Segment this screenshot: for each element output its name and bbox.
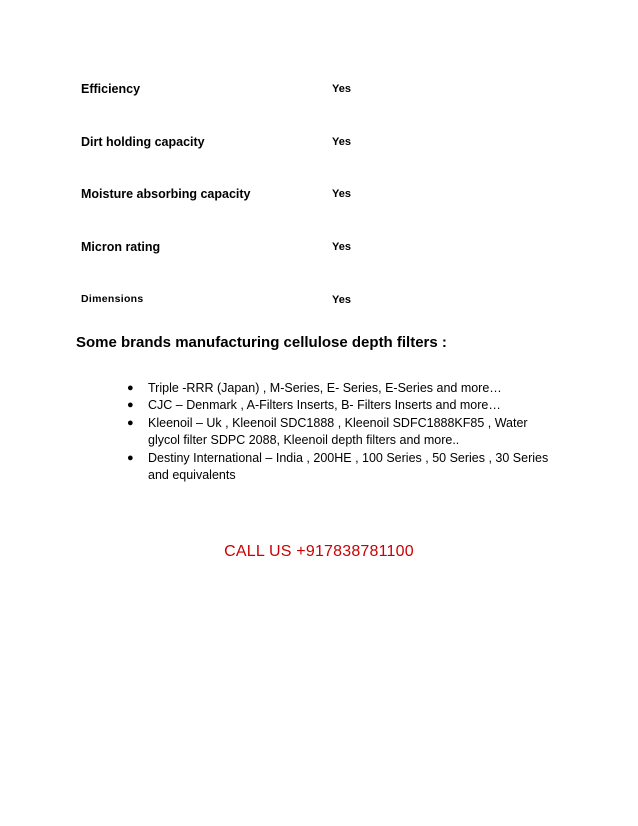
spec-value: Yes [332,188,351,200]
brand-text: Kleenoil – Uk , Kleenoil SDC1888 , Kleenoil SDFC1888KF85 , Water glycol filter SDPC 2088, Kleenoil depth filters and more.. [148,415,528,448]
spec-row-moisture-absorbing-capacity [81,187,381,207]
bullet-icon: ● [127,451,134,464]
bullet-icon: ● [127,399,134,412]
brand-text: CJC – Denmark , A-Filters Inserts, B- Filters Inserts and more… [148,398,501,413]
spec-value: Yes [332,136,351,148]
list-item [127,415,557,450]
list-item [127,397,557,414]
spec-label: Dirt holding capacity [81,135,205,149]
spec-label: Micron rating [81,240,161,254]
brand-text: Triple -RRR (Japan) , M-Series, E- Series, E-Series and more… [148,381,502,395]
brand-text: Destiny International – India , 200HE , 100 Series , 50 Series , 30 Series and equivalents [148,450,549,483]
list-item [127,380,557,397]
call-to-action: CALL US +917838781100 [224,543,414,560]
spec-row-efficiency [81,82,381,102]
spec-value: Yes [332,241,351,253]
spec-value: Yes [332,83,351,95]
bullet-icon: ● [127,416,134,429]
list-item [127,450,557,485]
spec-value: Yes [332,294,351,306]
spec-row-dimensions [81,293,381,313]
spec-label: Moisture absorbing capacity [81,187,251,201]
brands-heading: Some brands manufacturing cellulose depth filters : [76,334,447,351]
bullet-icon: ● [127,382,134,394]
spec-row-micron-rating [81,240,381,260]
spec-row-dirt-holding-capacity [81,135,381,155]
brand-list [127,380,557,484]
spec-label: Dimensions [81,293,144,305]
spec-label: Efficiency [81,82,141,96]
